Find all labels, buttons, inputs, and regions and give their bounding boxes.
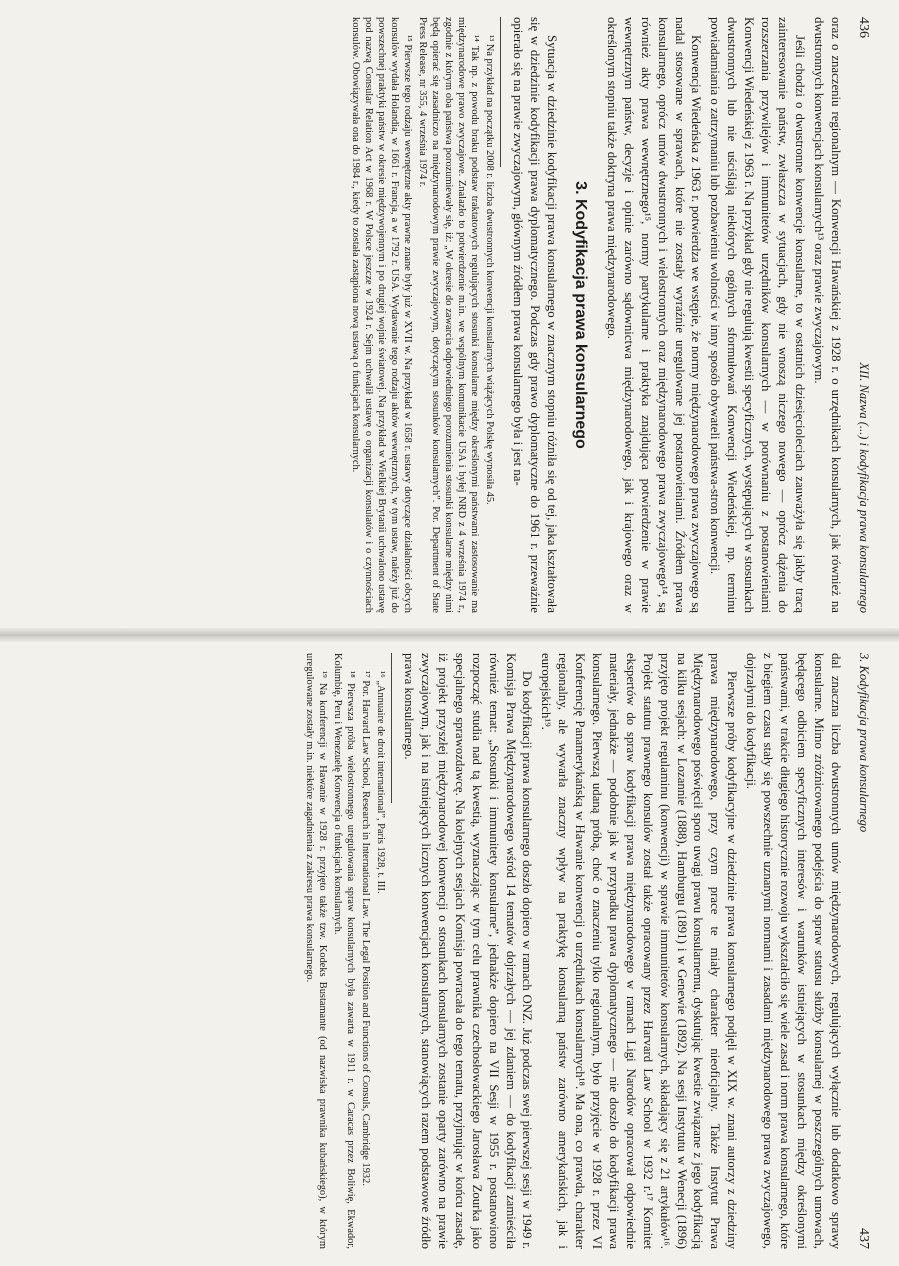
paragraph: Do kodyfikacji prawa konsularnego doszło dopiero w ramach ONZ. Już podczas swej pierwszej sesji w 1949 r. Komisja Prawa Międzynarodowego wśród 14 tematów dojrzałych — jej zdaniem — do kodyfikacji zamieściła również temat: „Stosunki i immunitety konsularne”, jednakże dopiero na VII Sesji w 1955 r. postanowiono rozpocząć studia nad tą kwestią, wyznaczając w tym celu prawnika czechosłowackiego Jarosława Zourka jako specjalnego sprawozdawcę. Na kolejnych sesjach Komisja powracała do tego tematu, przyjmując w końcu zasadę, iż projekt przyszłej międzynarodowej konwencji o stosunkach konsularnych zostanie oparty zarówno na prawie zwyczajowym, jak i na istniejących licznych konwencjach konsularnych, stanowiących razem podstawowe źródło prawa konsularnego. [401, 653, 534, 1249]
footnote-rule [500, 17, 501, 167]
footnote: ¹⁴ Tak np. z powodu braku podstaw traktatowych regulujących stosunki konsularne między określonymi państwami zastosowanie ma międzynarodowe prawo zwyczajowe. Znalazło to potwierdzenie m.in. we wspólnym komunikacie USA i byłej NRD z 4 września 1974 r., zgodnie z którym oba państwa porozumiewały się, iż: „W okresie do zawarcia odpowiedniego porozumienia stosunki konsularne między nimi będą opierać się zasadniczo na międzynarodowym prawie zwyczajowym, dotyczącym stosunków konsularnych”. Por. Department of State Press Release, nr 355, 4 września 1974 r. [416, 17, 480, 613]
paragraph: dal znaczna liczba dwustronnych umów międzynarodowych, regulujących wyłącznie lub dodatkowo sprawy konsularne. Mimo zróżnicowanego podejścia do spraw statusu służby konsularnej w poszczególnych umowach, będącego odbiciem specyficznych interesów i warunków istniejących w stosunkach między określonymi państwami, w trakcie długiego historycznie rozwoju wykształciło się wiele zasad i norm prawa konsularnego, które z biegiem czasu stały się powszechnie uznanymi normami i zasadami międzynarodowego prawa zwyczajowego, dojrzałymi do kodyfikacji. [743, 653, 843, 1249]
page-number: 437 [855, 1228, 871, 1249]
page-436-content [20, 5, 880, 625]
paragraph: Jeśli chodzi o dwustronne konwencje konsularne, to w ostatnich dziesięcioleciach zauważyła się jakby tracą zainteresowanie państw, zwłaszcza w sytuacjach, gdy nie wnoszą niczego nowego — oprócz dążenia do rozszerzania przywilejów i immunitetów urzędników konsularnych — w porównaniu z postanowieniami Konwencji Wiedeńskiej z 1963 r. Na przykład gdy nie regulują kwestii specyficznych, występujących w stosunkach dwustronnych lub nie uściślają niektórych ogólnych sformułowań Konwencji Wiedeńskiej, np. terminu powiadamiania o zatrzymaniu lub pozbawieniu wolności w inny sposób obywateli państwa-stron konwencji. [707, 17, 807, 613]
section-title: 3. Kodyfikacja prawa konsularnego [571, 181, 589, 449]
page-number: 436 [855, 17, 871, 38]
paragraph: Sytuacja w dziedzinie kodyfikacji prawa konsularnego w znacznym stopniu różniła się od tej, jaka kształtowała się w dziedzinie kodyfikacji prawa dyplomatycznego. Podczas gdy prawo dyplomatyczne do 1961 r. przeważnie opierało się na prawie zwyczajowym, głównym źródłem prawa konsularnego była i jest na- [510, 17, 559, 613]
page-436-header [853, 17, 871, 613]
page-436 [0, 0, 899, 630]
footnote-rule [391, 653, 392, 803]
footnote: ¹⁶ „Annuaire de droit international”, Paris 1928, t. III. [374, 671, 386, 894]
paragraph: Pierwsze próby kodyfikacyjne w dziedzinie prawa konsularnego podjęli w XIX w. znani autorzy z dziedziny prawa międzynarodowego, przy czym prace te miały charakter nieoficjalny. Także Instytut Prawa Międzynarodowego poświęcił sporo uwagi prawu konsularnemu, dyskutując kwestie związane z jego kodyfikacją na kilku sesjach: w Lozannie (1888), Hamburgu (1891) i w Genewie (1892). Na sesji Instytutu w Wenecji (1896) przyjęto projekt regulaminu (konwencji) w sprawie immunitetów konsularnych, składający się z 21 artykułów¹⁶. Projekt statutu prawnego konsulów został także opracowany przez Harvard Law School w 1932 r.¹⁷ Komitet ekspertów do spraw kodyfikacji prawa międzynarodowego w ramach Ligi Narodów opracował odpowiednie materiały, jednakże — podobnie jak w przypadku prawa dyplomatycznego — nie doszło do kodyfikacji prawa konsularnego. Pierwszą udaną próbą, choć o znaczeniu tylko regionalnym, było przyjęcie w 1928 r. przez VI Konferencję Panamerykańską w Hawanie konwencji o urzędnikach konsularnych¹⁸. Ma ona, co prawda, charakter regionalny, ale wywarła znaczny wpływ na praktykę konsularną państw zarówno amerykańskich, jak i europejskich¹⁹. [538, 653, 739, 1249]
running-head: XII. Nazwa (...) i kodyfikacja prawa konsularnego [856, 362, 871, 613]
footnote: ¹⁹ Na konferencji w Hawanie w 1928 r. przyjęto także tzw. Kodeks Bustamante (od nazwiska prawnika kubańskiego), w którym uregulowane zostały m.in. niektóre zagadnienia z zakresu prawa konsularnego. [303, 653, 328, 1249]
page-437-content [20, 641, 880, 1261]
paragraph: oraz o znaczeniu regionalnym — Konwencji Hawańskiej z 1928 r. o urzędnikach konsularnych, jak również na dwustronnych konwencjach konsularnych¹³ oraz prawie zwyczajowym. [811, 17, 843, 613]
footnote: ¹⁵ Pierwsze tego rodzaju wewnętrzne akty prawne znane były już w XVII w. Na przykład w 1658 r. ustawy dotyczące działalności obcych konsulów wydała Holandia, w 1661 r. Francja, a w 1792 r. USA. Wydawanie tego rodzaju aktów wewnętrznych, w tym ustaw, należy już do powszechnej praktyki państw w okresie międzywojennym i po drugiej wojnie światowej. Na przykład w Wielkiej Brytanii uchwalono ustawę pod nazwą Consular Relation Act w 1968 r. W Polsce jeszcze w 1924 r. Sejm uchwalił ustawę o organizacji konsulatów i o czynnościach konsulów. Obowiązywała ona do 1984 r., kiedy to została zastąpiona nową ustawą o funkcjach konsularnych. [349, 17, 413, 613]
running-head: 3. Kodyfikacja prawa konsularnego [856, 653, 871, 833]
footnote: ¹³ Na przykład na początku 2008 r. liczba dwustronnych konwencji konsularnych wiążących Polskę wynosiła 45. [483, 35, 495, 505]
paragraph: Konwencja Wiedeńska z 1963 r. potwierdza we wstępie, że normy międzynarodowego prawa zwyczajowego są nadal stosowane w sprawach, które nie zostały wyraźnie uregulowane jej postanowieniami. Źródłem prawa konsularnego, oprócz umów dwustronnych i wielostronnych oraz międzynarodowego prawa zwyczajowego¹⁴, są również akty prawa wewnętrznego¹⁵, normy partykularne i praktyka znajdująca potwierdzenie w prawie wewnętrznym państw, decyzje i opinie zarówno sądownictwa międzynarodowego, jak i krajowego oraz w określonym stopniu także doktryna prawa międzynarodowego. [604, 17, 703, 613]
footnote: ¹⁷ Por. Harvard Law School, Research in International Law. The Legal Position and Functions of Consuls, Cambridge 1932. [359, 671, 371, 1186]
page-437 [0, 636, 899, 1266]
footnote: ¹⁸ Pierwsza próba wielostronnego uregulowania spraw konsularnych była zawarta w 1911 r. w Caracas przez Boliwię, Ekwador, Kolumbię, Peru i Wenezuelę Konwencja o funkcjach konsularnych. [331, 653, 356, 1249]
page-437-header [853, 653, 871, 1249]
